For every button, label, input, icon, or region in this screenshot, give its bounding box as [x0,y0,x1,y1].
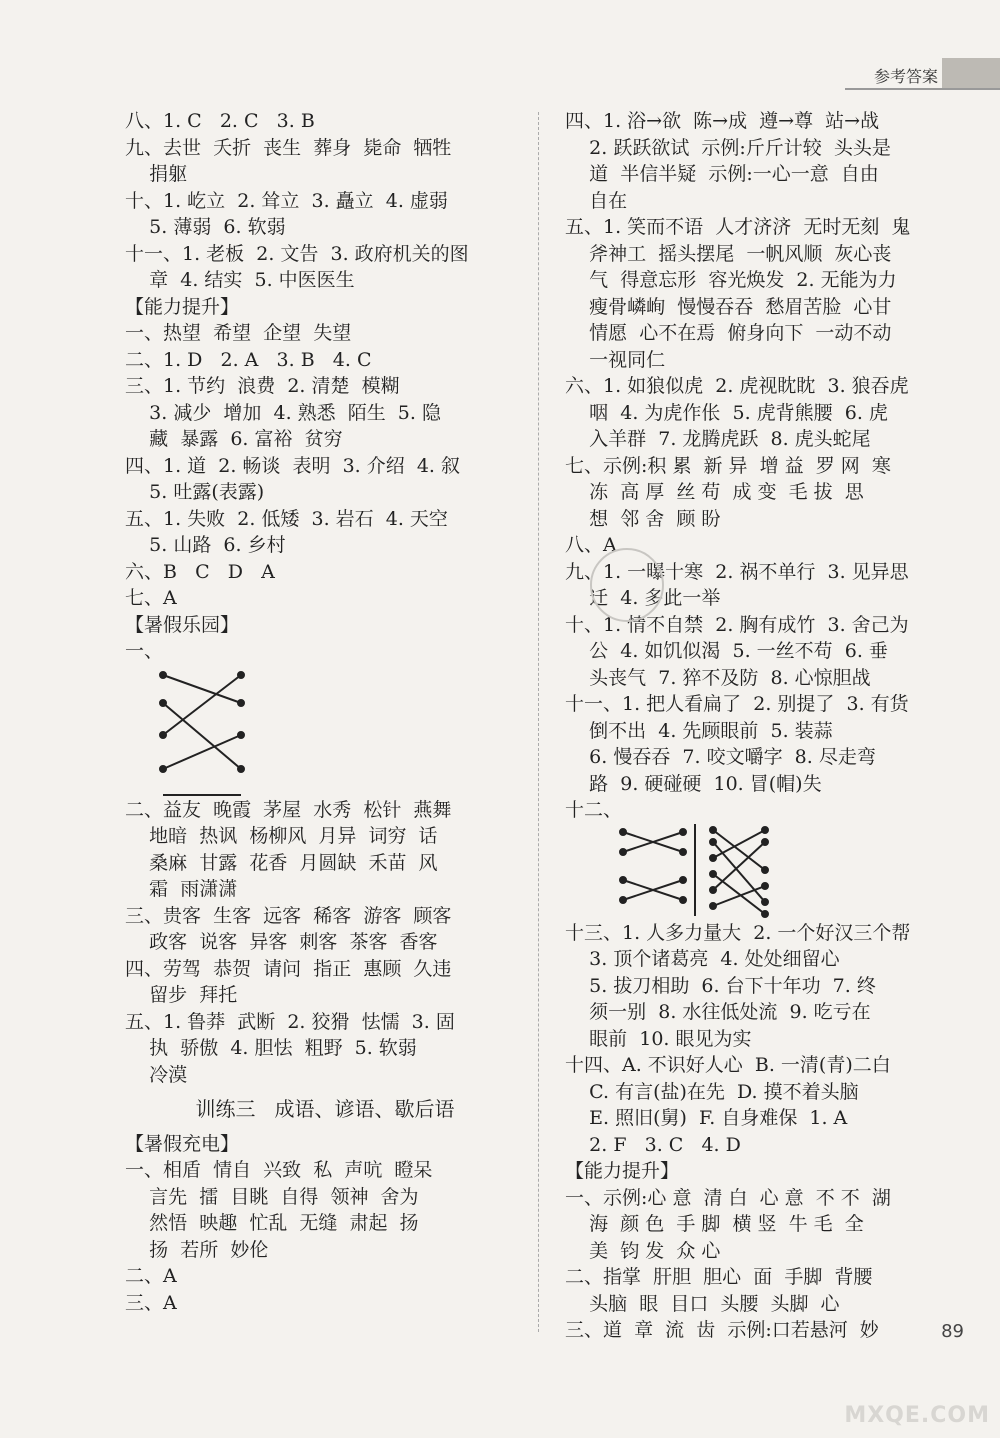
answer-line: 四、1. 道 2. 畅谈 表明 3. 介绍 4. 叙 [125,454,460,477]
answer-line: 道 半信半疑 示例:一心一意 自由 [565,163,879,185]
answer-line: 留步 拜托 [125,984,238,1006]
answer-line: 美 钧 发 众 心 [565,1239,721,1262]
answer-line: 章 4. 结实 5. 中医医生 [125,269,355,291]
answer-line: 三、贵客 生客 远客 稀客 游客 顾客 [125,904,452,927]
answer-line: 十、1. 屹立 2. 耸立 3. 矗立 4. 虚弱 [125,189,448,212]
answer-line: 倒不出 4. 先顾眼前 5. 装蒜 [565,719,833,742]
answer-line: 6. 慢吞吞 7. 咬文嚼字 8. 尽走弯 [565,746,876,768]
answer-line: 咽 4. 为虎作伥 5. 虎背熊腰 6. 虎 [565,401,888,424]
left-block-3 [125,1131,525,1317]
answer-line: 十三、1. 人多力量大 2. 一个好汉三个帮 [565,921,911,944]
answer-line: 七、A [125,587,177,609]
answer-line: 十、1. 情不自禁 2. 胸有成竹 3. 舍己为 [565,613,909,636]
answer-line: 入羊群 7. 龙腾虎跃 8. 虎头蛇尾 [565,428,871,450]
answer-line: 十二、 [565,799,623,821]
answer-line: 一、示例:心 意 清 白 心 意 不 不 湖 [565,1186,891,1209]
answer-line: 六、B C D A [125,560,275,583]
answer-line: 【能力提升】 [125,295,240,318]
answer-line: 十四、A. 不识好人心 B. 一清(青)二白 [565,1054,891,1076]
answer-line: 一视同仁 [565,348,666,371]
answer-line: 六、1. 如狼似虎 2. 虎视眈眈 3. 狼吞虎 [565,375,909,397]
answer-line: 【暑假充电】 [125,1132,240,1155]
watermark: MXQE.COM [844,1403,990,1428]
answer-line: 八、A [565,534,617,556]
answer-line: 桑麻 甘露 花香 月圆缺 禾苗 风 [125,851,438,874]
answer-line: 言先 擂 目眺 自得 领神 舍为 [125,1185,419,1208]
answer-line: E. 照旧(舅) F. 自身难保 1. A [565,1107,848,1129]
answer-line: 一、相盾 情自 兴致 私 声吭 瞪呆 [125,1159,433,1181]
answer-line: 十一、1. 把人看扁了 2. 别提了 3. 有货 [565,693,909,715]
column-divider [538,112,540,1332]
answer-line: 执 骄傲 4. 胆怯 粗野 5. 软弱 [125,1037,417,1059]
header-label: 参考答案 [873,67,938,86]
answer-line: 捐躯 [125,163,188,185]
answer-line: 须一别 8. 水往低处流 9. 吃亏在 [565,1001,871,1023]
answer-line: 迁 4. 多此一举 [565,587,721,609]
answer-line: 2. 跃跃欲试 示例:斤斤计较 头头是 [565,136,891,159]
answer-line: 【能力提升】 [565,1160,680,1182]
answer-line: 四、1. 浴→欲 陈→成 遵→尊 站→战 [565,110,880,132]
answer-line: 眼前 10. 眼见为实 [565,1027,752,1050]
answer-line: 海 颜 色 手 脚 横 竖 牛 毛 全 [565,1213,864,1235]
answer-line: 情愿 心不在焉 俯身向下 一动不动 [565,322,892,344]
page-number: 89 [941,1321,964,1342]
answer-line: 一、 [125,640,164,662]
left-block-1 [125,108,525,665]
answer-line: 藏 暴露 6. 富裕 贫穷 [125,428,343,450]
answer-line: 【暑假乐园】 [125,613,240,636]
stamp-mark [590,548,664,622]
answer-line: 二、1. D 2. A 3. B 4. C [125,348,372,371]
answer-line: 三、1. 节约 浪费 2. 清楚 模糊 [125,375,400,397]
answer-line: 3. 顶个诸葛亮 4. 处处细留心 [565,948,840,970]
answer-line: 三、A [125,1291,177,1314]
right-column [565,108,960,1344]
answer-line: 想 邻 舍 顾 盼 [565,507,721,530]
matching-diagram-left [125,665,245,797]
answer-line: 九、去世 夭折 丧生 葬身 毙命 牺牲 [125,136,452,159]
answer-line: 5. 拔刀相助 6. 台下十年功 7. 终 [565,974,876,997]
answer-line: 5. 薄弱 6. 软弱 [125,216,286,238]
answer-line: 地暗 热讽 杨柳风 月异 词穷 话 [125,825,438,847]
answer-line: 气 得意忘形 容光焕发 2. 无能为力 [565,269,897,291]
header-tab-bar [942,58,1000,88]
answer-line: 四、劳驾 恭贺 请问 指正 惠顾 久违 [125,957,452,980]
answer-line: 5. 吐露(表露) [125,481,265,503]
left-block-2 [125,797,525,1089]
right-block-1 [565,108,960,824]
answer-line: 三、道 章 流 齿 示例:口若悬河 妙 [565,1319,879,1341]
section-title: 训练三 成语、谚语、歇后语 [195,1097,455,1121]
answer-line: 3. 减少 增加 4. 熟悉 陌生 5. 隐 [125,401,441,424]
answer-line: 5. 山路 6. 乡村 [125,534,286,556]
answer-line: 冻 高 厚 丝 苟 成 变 毛 拔 思 [565,481,864,503]
left-column [125,108,525,1316]
answer-line: 五、1. 笑而不语 人才济济 无时无刻 鬼 [565,216,911,238]
answer-line: 五、1. 鲁莽 武断 2. 狡猾 怯懦 3. 固 [125,1010,455,1033]
answer-line: 二、益友 晚霞 茅屋 水秀 松针 燕舞 [125,798,452,821]
right-block-2 [565,920,960,1344]
answer-line: 十一、1. 老板 2. 文告 3. 政府机关的图 [125,242,469,265]
header-rule [845,88,1000,90]
answer-line: 七、示例:积 累 新 异 增 益 罗 网 寒 [565,454,891,477]
answer-line: 二、指掌 肝胆 胆心 面 手脚 背腰 [565,1266,873,1288]
answer-line: 扬 若所 妙伦 [125,1238,269,1261]
answer-line: C. 有言(盐)在先 D. 摸不着头脑 [565,1080,859,1103]
answer-line: 路 9. 硬碰硬 10. 冒(帽)失 [565,772,822,795]
answer-line: 八、1. C 2. C 3. B [125,110,315,132]
matching-diagram-right [565,824,960,920]
answer-line: 霜 雨潇潇 [125,878,238,900]
answer-line: 头脑 眼 目口 头腰 头脚 心 [565,1292,840,1315]
answer-line: 二、A [125,1265,177,1287]
answer-line: 2. F 3. C 4. D [565,1133,741,1156]
answer-line: 政客 说客 异客 刺客 茶客 香客 [125,931,438,953]
answer-line: 自在 [565,189,628,212]
answer-line: 然悟 映趣 忙乱 无缝 肃起 扬 [125,1212,419,1234]
answer-line: 一、热望 希望 企望 失望 [125,322,352,344]
answer-line: 瘦骨嶙峋 慢慢吞吞 愁眉苦脸 心甘 [565,295,892,318]
answer-line: 头丧气 7. 猝不及防 8. 心惊胆战 [565,666,871,689]
answer-line: 冷漠 [125,1063,188,1086]
answer-line: 九、1. 一曝十寒 2. 祸不单行 3. 见异思 [565,560,909,583]
answer-line: 公 4. 如饥似渴 5. 一丝不苟 6. 垂 [565,640,888,662]
answer-line: 斧神工 摇头摆尾 一帆风顺 灰心丧 [565,242,892,265]
answer-line: 五、1. 失败 2. 低矮 3. 岩石 4. 天空 [125,507,448,530]
